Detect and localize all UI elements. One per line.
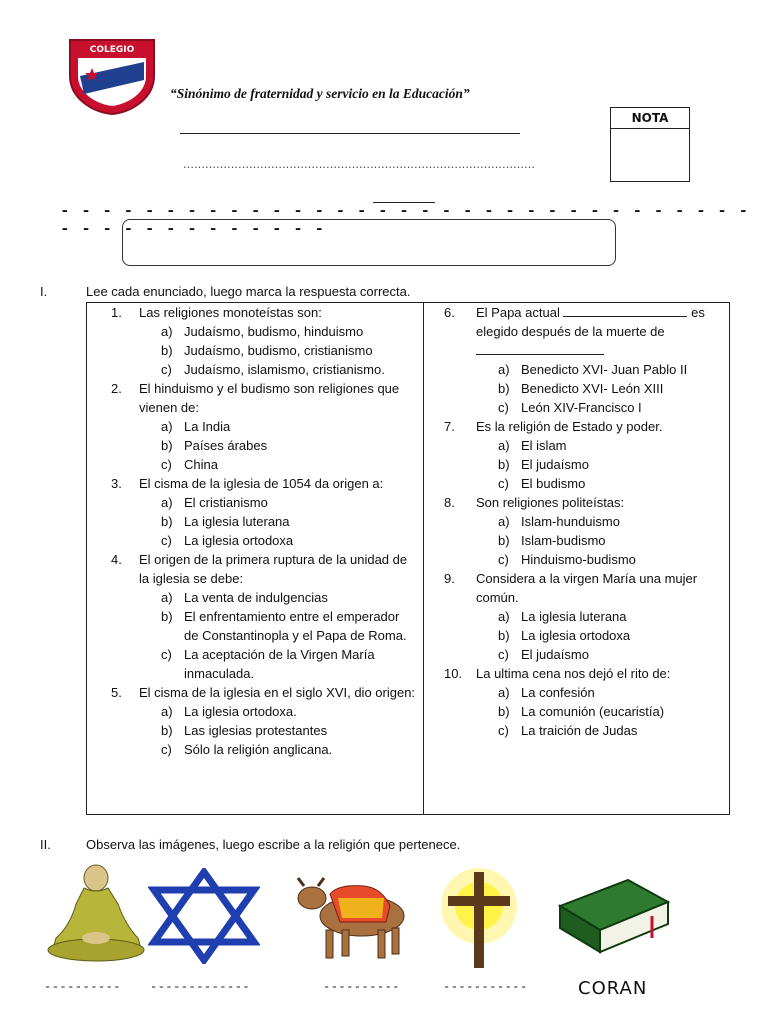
question-text: Son religiones politeístas:: [476, 495, 625, 510]
option-text: El budismo: [521, 476, 586, 491]
answer-blank[interactable]: [476, 342, 604, 355]
answer-option[interactable]: [424, 360, 729, 379]
option-text: Judaísmo, budismo, cristianismo: [184, 343, 373, 358]
answer-option[interactable]: [87, 740, 422, 759]
option-letter: b): [498, 533, 510, 548]
option-text: El cristianismo: [184, 495, 268, 510]
option-letter: b): [161, 723, 173, 738]
answer-blank-2[interactable]: -------------: [150, 980, 251, 994]
option-text: El judaísmo: [521, 647, 589, 662]
answer-blank-3[interactable]: ----------: [323, 980, 401, 994]
question-number: 9.: [444, 571, 455, 586]
option-text: Benedicto XVI- Juan Pablo II: [521, 362, 688, 377]
question-text: El cisma de la iglesia de 1054 da origen a:: [139, 476, 384, 491]
answer-option[interactable]: [87, 455, 422, 474]
option-letter: a): [498, 438, 510, 453]
question-item: [87, 474, 422, 493]
option-text: La iglesia luterana: [521, 609, 627, 624]
school-logo: [66, 36, 158, 116]
answer-option[interactable]: [87, 360, 422, 379]
questions-table: [86, 302, 730, 815]
option-text: La India: [184, 419, 231, 434]
answer-label: CORAN: [578, 978, 648, 999]
option-text: El judaísmo: [521, 457, 589, 472]
dashed-separator: - - - - - - - - - - - - - - - - - - - - - - - - - - - - - - - - - - - - - - - - - - - - - -: [60, 202, 750, 238]
question-text: El origen de la primera ruptura de la unidad de la iglesia se debe:: [139, 552, 408, 586]
option-letter: a): [498, 609, 510, 624]
questions-right-column: [424, 303, 729, 740]
option-text: La confesión: [521, 685, 595, 700]
answer-option[interactable]: [87, 417, 422, 436]
quran-book: [556, 876, 672, 956]
answer-option[interactable]: [424, 379, 729, 398]
answer-blank[interactable]: [563, 304, 687, 317]
question-item: [424, 303, 729, 360]
title-box: [122, 219, 616, 266]
option-letter: a): [161, 590, 173, 605]
answer-option[interactable]: [424, 455, 729, 474]
grade-label: NOTA: [611, 108, 689, 129]
section-number: II.: [40, 837, 51, 852]
answer-blank-1[interactable]: ----------: [44, 980, 122, 994]
answer-option[interactable]: [424, 702, 729, 721]
grade-box: [610, 107, 690, 182]
option-letter: b): [498, 381, 510, 396]
answer-option[interactable]: [87, 721, 422, 740]
question-text: El hinduismo y el budismo son religiones que vienen de:: [139, 381, 400, 415]
option-letter: c): [161, 647, 172, 662]
answer-option[interactable]: [424, 645, 729, 664]
question-text: Considera a la virgen María una mujer común.: [476, 571, 698, 605]
section-number: I.: [40, 284, 48, 299]
question-item: [424, 417, 729, 436]
option-text: La comunión (eucaristía): [521, 704, 665, 719]
option-text: Judaísmo, islamismo, cristianismo.: [184, 362, 385, 377]
answer-option[interactable]: [87, 588, 422, 607]
question-item: [424, 664, 729, 683]
answer-blank-4[interactable]: -----------: [443, 980, 528, 994]
answer-option[interactable]: [87, 512, 422, 531]
buddha-figure: [38, 864, 156, 964]
option-letter: a): [161, 704, 173, 719]
option-letter: c): [498, 647, 509, 662]
question-item: [87, 379, 422, 417]
option-letter: c): [161, 742, 172, 757]
question-number: 5.: [111, 685, 122, 700]
option-text: Benedicto XVI- León XIII: [521, 381, 664, 396]
question-text: El cisma de la iglesia en el siglo XVI, dio origen:: [139, 685, 416, 700]
option-letter: a): [498, 685, 510, 700]
question-item: [424, 569, 729, 607]
school-motto: “Sinónimo de fraternidad y servicio en la Educación”: [170, 86, 470, 101]
option-text: La venta de indulgencias: [184, 590, 328, 605]
option-text: La aceptación de la Virgen María inmaculada.: [184, 647, 375, 681]
answer-option[interactable]: [424, 474, 729, 493]
option-letter: b): [498, 628, 510, 643]
answer-option[interactable]: [424, 626, 729, 645]
question-number: 3.: [111, 476, 122, 491]
question-number: 4.: [111, 552, 122, 567]
option-letter: c): [161, 362, 172, 377]
name-line: [180, 133, 520, 134]
option-text: La iglesia ortodoxa: [184, 533, 294, 548]
option-text: Países árabes: [184, 438, 268, 453]
question-number: 2.: [111, 381, 122, 396]
option-text: El islam: [521, 438, 567, 453]
option-text: Sólo la religión anglicana.: [184, 742, 333, 757]
answer-option[interactable]: [87, 322, 422, 341]
question-number: 10.: [444, 666, 463, 681]
option-letter: a): [161, 324, 173, 339]
option-letter: b): [161, 609, 173, 624]
option-letter: c): [498, 552, 509, 567]
option-letter: b): [161, 438, 173, 453]
answer-option[interactable]: [424, 721, 729, 740]
answer-option[interactable]: [87, 702, 422, 721]
answer-option[interactable]: [87, 493, 422, 512]
answer-option[interactable]: [87, 531, 422, 550]
option-text: China: [184, 457, 218, 472]
logo-text: COLEGIO: [89, 45, 135, 55]
question-text: Es la religión de Estado y poder.: [476, 419, 663, 434]
answer-option[interactable]: [87, 436, 422, 455]
answer-option[interactable]: [87, 645, 422, 683]
option-letter: b): [161, 343, 173, 358]
answer-option[interactable]: [424, 531, 729, 550]
option-letter: c): [498, 723, 509, 738]
option-text: La iglesia ortodoxa: [521, 628, 631, 643]
answer-option[interactable]: [424, 683, 729, 702]
dotted-line: ……………………………………………………………………………………: [183, 158, 535, 171]
answer-option[interactable]: [424, 436, 729, 455]
option-text: Islam-hunduismo: [521, 514, 620, 529]
option-letter: b): [498, 457, 510, 472]
questions-left-column: [87, 303, 422, 759]
question-text: Las religiones monoteístas son:: [139, 305, 322, 320]
question-item: [424, 493, 729, 512]
option-letter: a): [498, 514, 510, 529]
sacred-cow: [290, 876, 416, 962]
option-letter: a): [161, 495, 173, 510]
option-text: Hinduismo-budismo: [521, 552, 636, 567]
option-text: La traición de Judas: [521, 723, 638, 738]
answer-option[interactable]: [87, 341, 422, 360]
question-text: La ultima cena nos dejó el rito de:: [476, 666, 671, 681]
option-letter: c): [161, 533, 172, 548]
option-text: La iglesia luterana: [184, 514, 290, 529]
option-letter: a): [161, 419, 173, 434]
answer-option[interactable]: [424, 607, 729, 626]
option-letter: c): [161, 457, 172, 472]
section-instruction: Observa las imágenes, luego escribe a la religión que pertenece.: [86, 837, 461, 852]
option-text: La iglesia ortodoxa.: [184, 704, 297, 719]
option-letter: b): [161, 514, 173, 529]
question-number: 6.: [444, 305, 455, 320]
answer-option[interactable]: [87, 607, 422, 645]
question-text: es elegido después de la muerte de: [476, 305, 705, 339]
option-text: Las iglesias protestantes: [184, 723, 328, 738]
question-number: 7.: [444, 419, 455, 434]
option-text: Judaísmo, budismo, hinduismo: [184, 324, 364, 339]
question-item: [87, 303, 422, 322]
answer-option[interactable]: [424, 550, 729, 569]
option-letter: a): [498, 362, 510, 377]
option-letter: b): [498, 704, 510, 719]
question-number: 1.: [111, 305, 122, 320]
question-text: El Papa actual: [476, 305, 560, 320]
option-text: Islam-budismo: [521, 533, 606, 548]
option-letter: c): [498, 476, 509, 491]
option-text: León XIV-Francisco I: [521, 400, 642, 415]
question-number: 8.: [444, 495, 455, 510]
star-of-david-icon: [148, 868, 260, 964]
question-item: [87, 550, 422, 588]
answer-option[interactable]: [424, 398, 729, 417]
option-letter: c): [498, 400, 509, 415]
section-instruction: Lee cada enunciado, luego marca la respuesta correcta.: [86, 284, 411, 299]
answer-option[interactable]: [424, 512, 729, 531]
question-item: [87, 683, 422, 702]
option-text: El enfrentamiento entre el emperador de Constantinopla y el Papa de Roma.: [184, 609, 407, 643]
christian-cross-icon: [424, 866, 534, 970]
